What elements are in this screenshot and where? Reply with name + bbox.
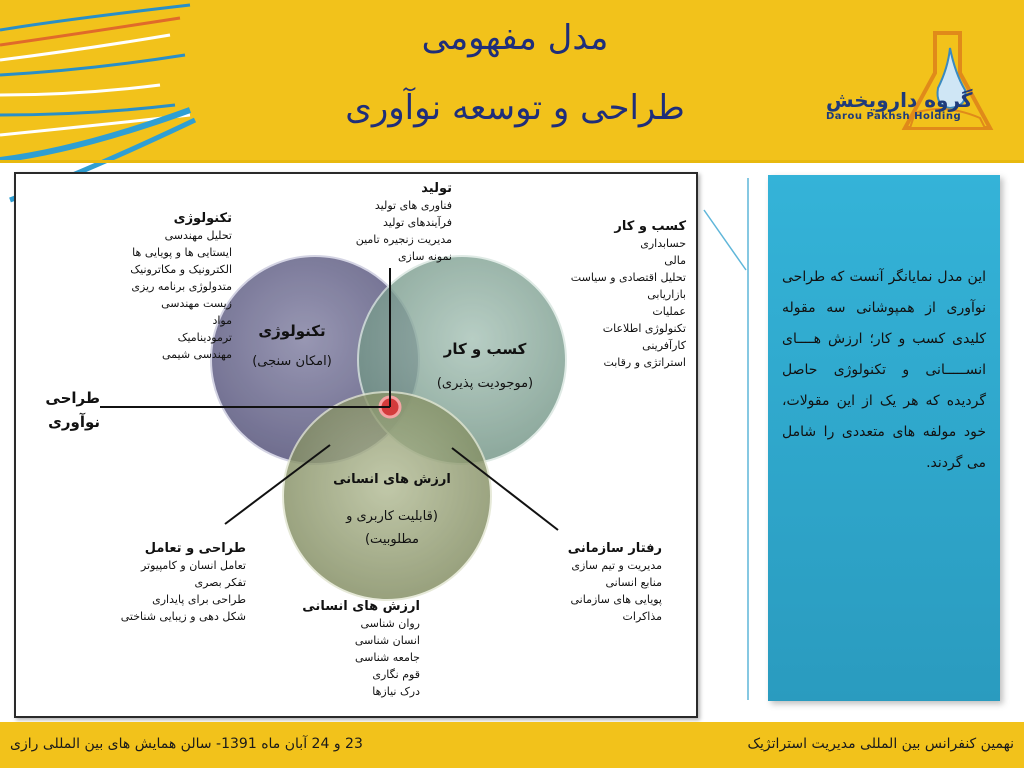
list-item: مذاکرات (622, 610, 662, 623)
org-behavior-heading: رفتار سازمانی (567, 541, 662, 556)
footer-conference-name: نهمین کنفرانس بین المللی مدیریت استراتژیک (747, 736, 1014, 752)
list-item: زیست مهندسی (161, 297, 232, 310)
list-item: ترمودینامیک (177, 331, 232, 344)
business-heading: کسب و کار (614, 219, 686, 234)
list-item: استراتژی و رقابت (603, 356, 686, 369)
innovation-label (30, 386, 100, 434)
list-item: طراحی برای پایداری (152, 593, 246, 606)
list-item: تحلیل اقتصادی و سیاست (570, 271, 686, 284)
list-item: عملیات (652, 305, 686, 318)
list-item: روان شناسی (360, 617, 420, 630)
technology-list (96, 210, 232, 363)
human-values-list (290, 598, 420, 700)
list-item: مواد (212, 314, 232, 327)
design-heading: طراحی و تعامل (144, 541, 246, 556)
list-item: مدیریت زنجیره تامین (355, 233, 452, 246)
production-heading: تولید (421, 181, 452, 196)
list-item: منابع انسانی (605, 576, 662, 589)
logo-name: گروه دارویخش (826, 88, 973, 112)
header-band (0, 0, 1024, 160)
list-item: فناوری های تولید (374, 199, 452, 212)
list-item: کارآفرینی (642, 339, 686, 352)
page-title-line-2: طراحی و توسعه نوآوری (345, 88, 685, 128)
list-item: حسابداری (640, 237, 686, 250)
logo-latin: Darou Pakhsh Holding (826, 111, 962, 122)
circle-human-title: ارزش های انسانی (333, 472, 451, 487)
list-item: تعامل انسان و کامپیوتر (140, 559, 246, 572)
footer-date-venue: 23 و 24 آبان ماه 1391- سالن همایش های بین المللی رازی (10, 736, 363, 752)
list-item: بازاریابی (647, 288, 686, 301)
circle-human-subtitle-1: (قابلیت کاربری و (346, 509, 438, 524)
list-item: قوم نگاری (372, 668, 420, 681)
circle-human-subtitle-2: مطلوبیت) (364, 532, 420, 547)
list-item: مالی (664, 254, 686, 267)
page-title-line-1: مدل مفهومی (421, 18, 609, 58)
list-item: فرآیندهای تولید (383, 216, 452, 229)
circle-business-title: کسب و کار (443, 340, 527, 358)
org-behavior-list (540, 540, 662, 625)
list-item: تکنولوژی اطلاعات (602, 322, 686, 335)
circle-technology-label (232, 322, 352, 369)
list-item: متدولوژی برنامه ریزی (131, 280, 232, 293)
circle-human-label (322, 472, 462, 547)
innovation-label-line-1: طراحی (45, 389, 100, 407)
production-list (316, 180, 452, 265)
list-item: تفکر بصری (194, 576, 246, 589)
circle-business-subtitle: (موجودیت پذیری) (436, 376, 534, 391)
list-item: مهندسی شیمی (161, 348, 232, 361)
list-item: مدیریت و تیم سازی (571, 559, 662, 572)
design-list (100, 540, 246, 625)
list-item: درک نیازها (372, 685, 420, 698)
list-item: نمونه سازی (397, 250, 452, 263)
circle-technology-title: تکنولوژی (258, 322, 326, 340)
innovation-label-line-2: نوآوری (48, 413, 100, 431)
technology-heading: تکنولوژی (173, 211, 232, 226)
business-list (550, 218, 686, 371)
list-item: تحلیل مهندسی (164, 229, 232, 242)
list-item: ایستایی ها و پویایی ها (132, 246, 232, 259)
circle-technology-subtitle: (امکان سنجی) (252, 354, 332, 369)
list-item: جامعه شناسی (354, 651, 420, 664)
circle-business-label (420, 340, 550, 391)
list-item: الکترونیک و مکاترونیک (130, 263, 232, 276)
human-values-heading: ارزش های انسانی (302, 599, 420, 614)
description-text: این مدل نمایانگر آنست که طراحی نوآوری از همپوشانی سه مقوله کلیدی کسب و کار؛ ارزش هــــای انســـــانی و تکنولوژی حاصل گردیده که هر یک از این مقولات، خود مولفه های متعددی را شامل می گردند. (782, 269, 986, 471)
list-item: پویایی های سازمانی (570, 593, 662, 606)
list-item: انسان شناسی (354, 634, 420, 647)
list-item: شکل دهی و زیبایی شناختی (120, 610, 246, 623)
